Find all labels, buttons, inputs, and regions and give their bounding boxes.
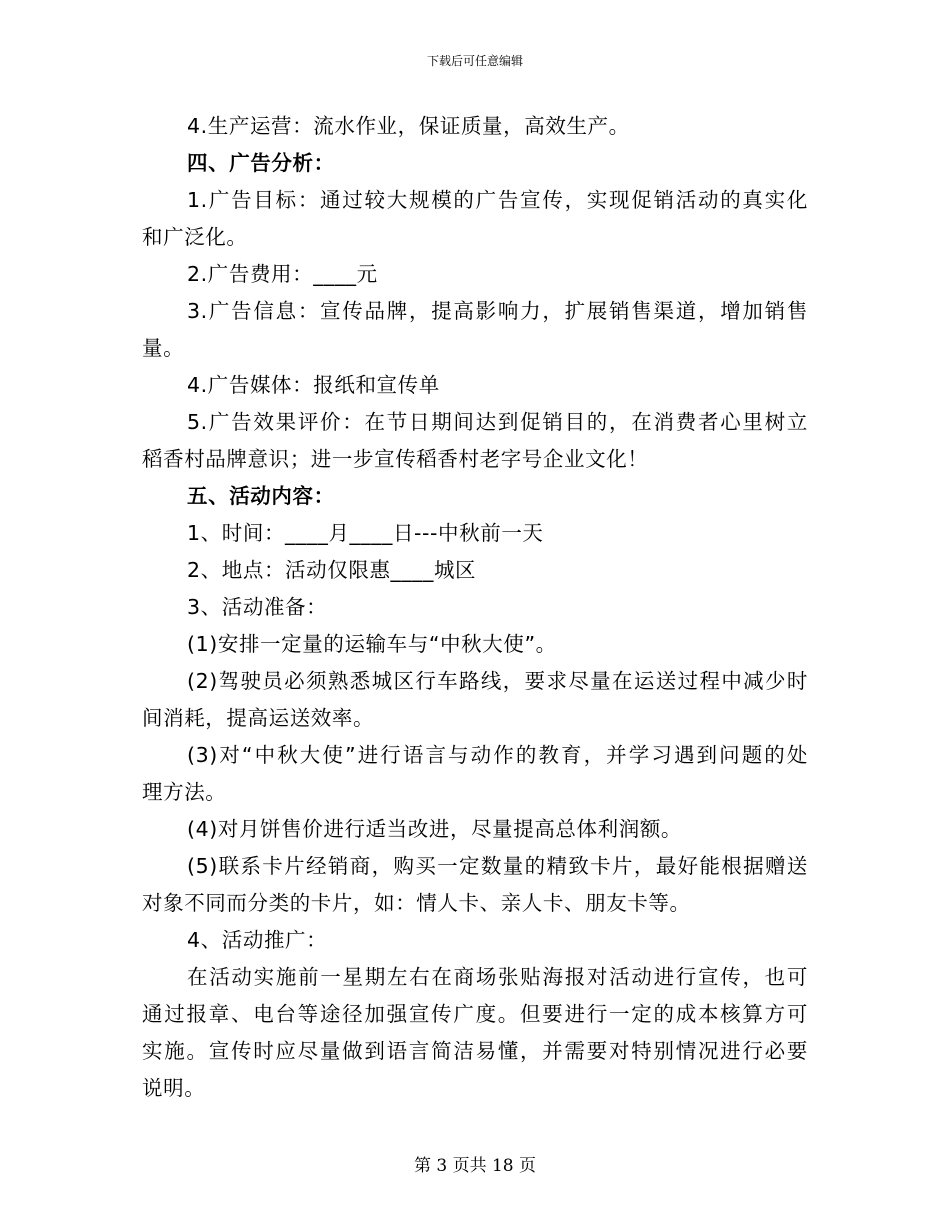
text-line: 4.广告媒体：报纸和宣传单 <box>187 373 440 397</box>
text-line: (4)对月饼售价进行适当改进，尽量提高总体利润额。 <box>187 817 683 841</box>
text-line: 2、地点：活动仅限惠____城区 <box>187 558 477 582</box>
text-line: (2)驾驶员必须熟悉城区行车路线，要求尽量在运送过程中减少时 <box>187 669 808 693</box>
text-line: 3、活动准备： <box>187 595 328 619</box>
text-line: (1)安排一定量的运输车与“中秋大使”。 <box>187 632 557 656</box>
text-line: 3.广告信息：宣传品牌，提高影响力，扩展销售渠道，增加销售 <box>187 299 808 323</box>
section-heading: 四、广告分析： <box>187 151 335 175</box>
text-line: 通过报章、电台等途径加强宣传广度。但要进行一定的成本核算方可 <box>142 1002 808 1026</box>
text-line: 间消耗，提高运送效率。 <box>142 706 375 730</box>
section-heading: 五、活动内容： <box>187 484 335 508</box>
page-footer: 第 3 页共 18 页 <box>413 1156 537 1176</box>
text-line: 在活动实施前一星期左右在商场张贴海报对活动进行宣传，也可 <box>187 965 808 989</box>
text-line: 对象不同而分类的卡片，如：情人卡、亲人卡、朋友卡等。 <box>142 891 691 915</box>
text-line: 稻香村品牌意识；进一步宣传稻香村老字号企业文化！ <box>142 447 649 471</box>
text-line: 1、时间：____月____日---中秋前一天 <box>187 521 544 545</box>
text-line: 2.广告费用：____元 <box>187 262 378 286</box>
text-line: 4、活动推广： <box>187 928 328 952</box>
text-line: 5.广告效果评价：在节日期间达到促销目的，在消费者心里树立 <box>187 410 808 434</box>
page-header: 下载后可任意编辑 <box>426 54 523 68</box>
document-body <box>142 108 808 1107</box>
text-line: (3)对“中秋大使”进行语言与动作的教育，并学习遇到问题的处 <box>187 743 808 767</box>
text-line: 说明。 <box>142 1076 206 1100</box>
text-line: 量。 <box>142 336 185 360</box>
text-line: 理方法。 <box>142 780 227 804</box>
text-line: 4.生产运营：流水作业，保证质量，高效生产。 <box>187 114 630 138</box>
text-line: 1.广告目标：通过较大规模的广告宣传，实现促销活动的真实化 <box>187 188 808 212</box>
text-line: 和广泛化。 <box>142 225 248 249</box>
text-line: 实施。宣传时应尽量做到语言简洁易懂，并需要对特别情况进行必要 <box>142 1039 808 1063</box>
text-line: (5)联系卡片经销商，购买一定数量的精致卡片，最好能根据赠送 <box>187 854 808 878</box>
